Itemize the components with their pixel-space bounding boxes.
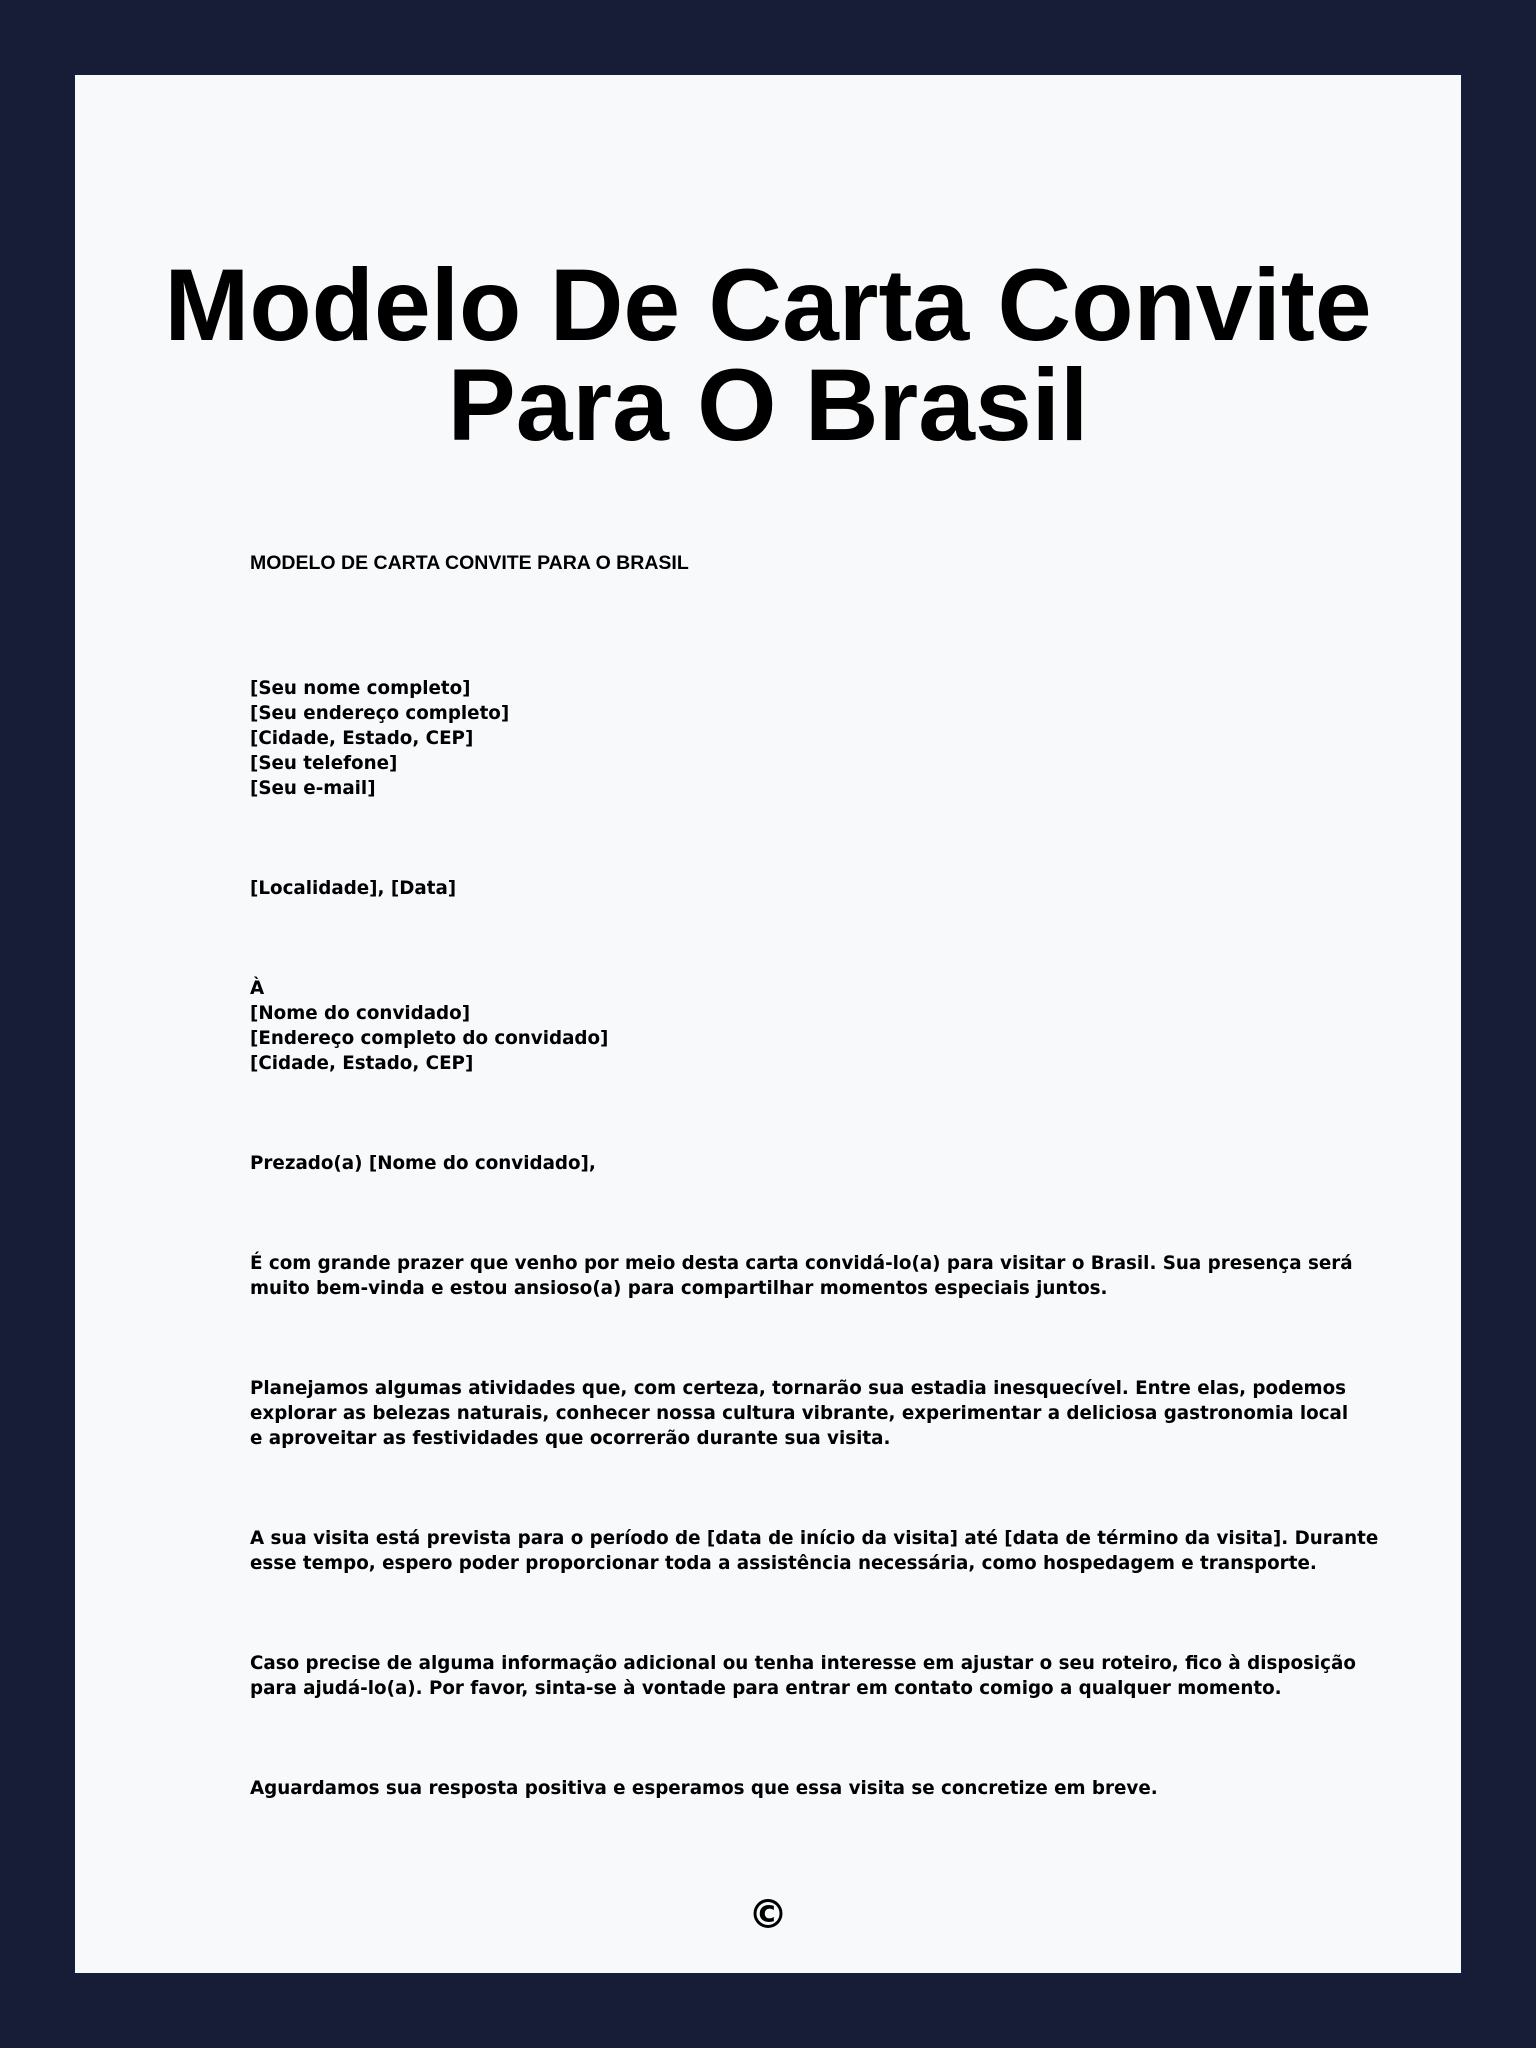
sender-block [250,676,1340,801]
paragraph-5 [250,1776,1340,1801]
paragraph-1 [250,1251,1353,1301]
page-title-line-2: Para O Brasil [447,348,1089,462]
page-title-line-1: Modelo De Carta Convite [164,248,1372,362]
paragraph-2-line-2: explorar as belezas naturais, conhecer nossa cultura vibrante, experimentar a deliciosa gastronomia local [250,1403,1349,1424]
paragraph-1-line-1: É com grande prazer que venho por meio desta carta convidá-lo(a) para visitar o Brasil. Sua presença será [250,1253,1353,1274]
salutation: Prezado(a) [Nome do convidado], [250,1153,596,1174]
paragraph-2-line-3: e aproveitar as festividades que ocorrerão durante sua visita. [250,1428,891,1449]
recipient-prefix: À [250,978,265,999]
place-date: [Localidade], [Data] [250,878,457,899]
paragraph-4 [250,1651,1356,1701]
paragraph-2-line-1: Planejamos algumas atividades que, com certeza, tornarão sua estadia inesquecível. Entre elas, podemos [250,1378,1347,1399]
paragraph-4-line-1: Caso precise de alguma informação adicional ou tenha interesse em ajustar o seu roteiro, fico à disposição [250,1653,1356,1674]
letter-body [250,551,1379,1801]
recipient-city: [Cidade, Estado, CEP] [250,1053,474,1074]
paragraph-4-line-2: para ajudá-lo(a). Por favor, sinta-se à vontade para entrar em contato comigo a qualquer momento. [250,1678,1282,1699]
page-title [75,248,1461,462]
paragraph-3-line-2: esse tempo, espero poder proporcionar toda a assistência necessária, como hospedagem e transporte. [250,1553,1317,1574]
sender-phone: [Seu telefone] [250,753,398,774]
recipient-address: [Endereço completo do convidado] [250,1028,609,1049]
letter-heading: MODELO DE CARTA CONVITE PARA O BRASIL [250,552,689,574]
sender-address: [Seu endereço completo] [250,703,510,724]
sender-city: [Cidade, Estado, CEP] [250,728,474,749]
sender-email: [Seu e-mail] [250,778,376,799]
recipient-name: [Nome do convidado] [250,1003,471,1024]
paragraph-3-line-1: A sua visita está prevista para o período de [data de início da visita] até [data de término da visita]. Durante [250,1528,1379,1549]
document-page [75,75,1461,1973]
copyright-symbol: © [748,1892,788,1938]
paragraph-5-line-1: Aguardamos sua resposta positiva e esperamos que essa visita se concretize em breve. [250,1778,1158,1799]
recipient-block [250,976,1340,1076]
paragraph-1-line-2: muito bem-vinda e estou ansioso(a) para compartilhar momentos especiais juntos. [250,1278,1108,1299]
sender-name: [Seu nome completo] [250,678,471,699]
paragraph-3 [250,1526,1379,1576]
paragraph-2 [250,1376,1349,1451]
